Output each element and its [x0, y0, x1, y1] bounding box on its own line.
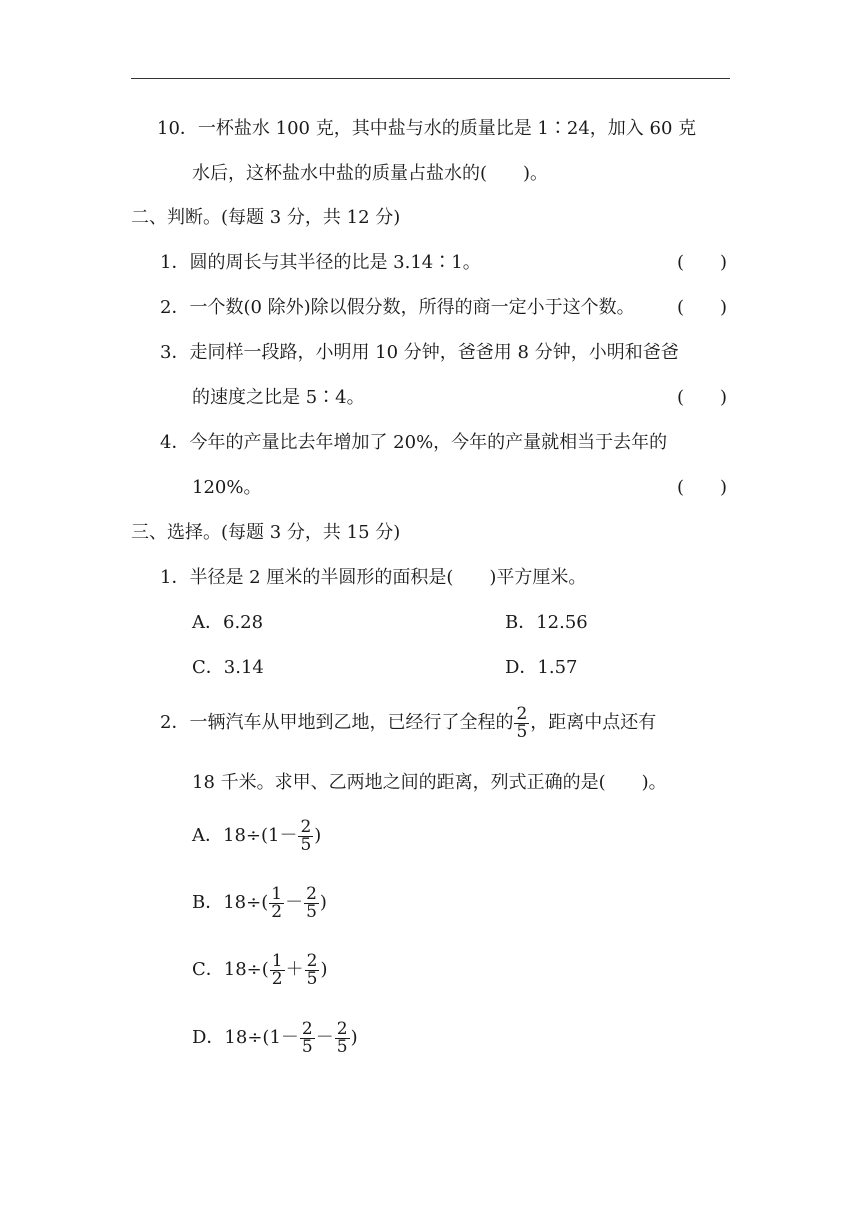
opt-b-pre: B．18÷( [192, 892, 269, 913]
opt-c-frac2 [305, 950, 320, 989]
judge-item-2: 2．一个数(0 除外)除以假分数，所得的商一定小于这个数。 [160, 297, 635, 318]
header-rule [131, 78, 730, 79]
choice-q2-stem [160, 701, 656, 745]
frac-num: 2 [306, 950, 318, 971]
frac-num: 2 [301, 1018, 313, 1039]
judge-answer-4[interactable]: ( ) [677, 477, 728, 498]
opt-a-frac [298, 816, 313, 855]
opt-c-op: ＋ [285, 959, 304, 980]
frac-den: 5 [306, 968, 318, 989]
choice-q1-option-c[interactable]: C．3.14 [192, 657, 264, 678]
opt-c-post: ) [320, 959, 328, 980]
choice-q2-stem-a: 2．一辆汽车从甲地到乙地，已经行了全程的 [160, 712, 514, 733]
frac-num: 2 [336, 1018, 348, 1039]
judge-item-4: 4．今年的产量比去年增加了 20%，今年的产量就相当于去年的 [160, 432, 668, 453]
opt-b-frac1 [269, 883, 284, 922]
choice-q2-option-d[interactable] [192, 1016, 358, 1060]
frac-num: 2 [300, 816, 312, 837]
section3-title: 三、选择。(每题 3 分，共 15 分) [131, 522, 401, 543]
choice-q1-option-b[interactable]: B．12.56 [505, 612, 588, 633]
choice-q1-option-a[interactable]: A．6.28 [192, 612, 264, 633]
opt-c-frac1 [270, 950, 285, 989]
judge-answer-3[interactable]: ( ) [677, 387, 728, 408]
judge-item-3-cont: 的速度之比是 5∶4。 [192, 387, 365, 408]
opt-a-post: ) [314, 825, 322, 846]
frac-num: 2 [516, 703, 528, 724]
opt-d-pre: D．18÷(1－ [192, 1027, 299, 1048]
opt-d-frac2 [335, 1018, 350, 1057]
judge-answer-2[interactable]: ( ) [677, 297, 728, 318]
opt-c-pre: C．18÷( [192, 959, 269, 980]
frac-den: 5 [301, 1036, 313, 1057]
opt-b-op: － [285, 892, 304, 913]
frac-den: 2 [271, 901, 283, 922]
choice-q2-option-a[interactable] [192, 814, 321, 858]
opt-b-frac2 [304, 883, 319, 922]
q10-line2: 水后，这杯盐水中盐的质量占盐水的( )。 [192, 163, 549, 184]
choice-q2-stem-line2: 18 千米。求甲、乙两地之间的距离，列式正确的是( )。 [192, 772, 667, 793]
choice-q2-option-b[interactable] [192, 881, 327, 925]
judge-item-4-cont: 120%。 [192, 477, 262, 498]
opt-a-pre: A．18÷(1－ [192, 825, 298, 846]
frac-den: 2 [271, 968, 283, 989]
frac-den: 5 [336, 1036, 348, 1057]
judge-answer-1[interactable]: ( ) [677, 252, 728, 273]
frac-den: 5 [516, 721, 528, 742]
frac-num: 1 [271, 950, 283, 971]
frac-den: 5 [306, 901, 317, 922]
opt-d-post: ) [350, 1027, 358, 1048]
q10-line1: 10．一杯盐水 100 克，其中盐与水的质量比是 1∶24，加入 60 克 [157, 118, 697, 139]
choice-q2-option-c[interactable] [192, 948, 327, 992]
choice-q1-stem: 1．半径是 2 厘米的半圆形的面积是( )平方厘米。 [160, 567, 587, 588]
judge-item-3: 3．走同样一段路，小明用 10 分钟，爸爸用 8 分钟，小明和爸爸 [160, 342, 679, 363]
choice-q1-option-d[interactable]: D．1.57 [505, 657, 578, 678]
opt-b-post: ) [319, 892, 327, 913]
judge-item-1: 1．圆的周长与其半径的比是 3.14∶1。 [160, 252, 481, 273]
choice-q2-stem-b: ，距离中点还有 [530, 712, 657, 733]
frac-num: 1 [271, 883, 283, 904]
fraction-two-fifths [514, 703, 529, 742]
frac-den: 5 [300, 834, 312, 855]
opt-d-op: － [315, 1027, 334, 1048]
opt-d-frac1 [300, 1018, 315, 1057]
section2-title: 二、判断。(每题 3 分，共 12 分) [131, 207, 401, 228]
frac-num: 2 [306, 883, 317, 904]
